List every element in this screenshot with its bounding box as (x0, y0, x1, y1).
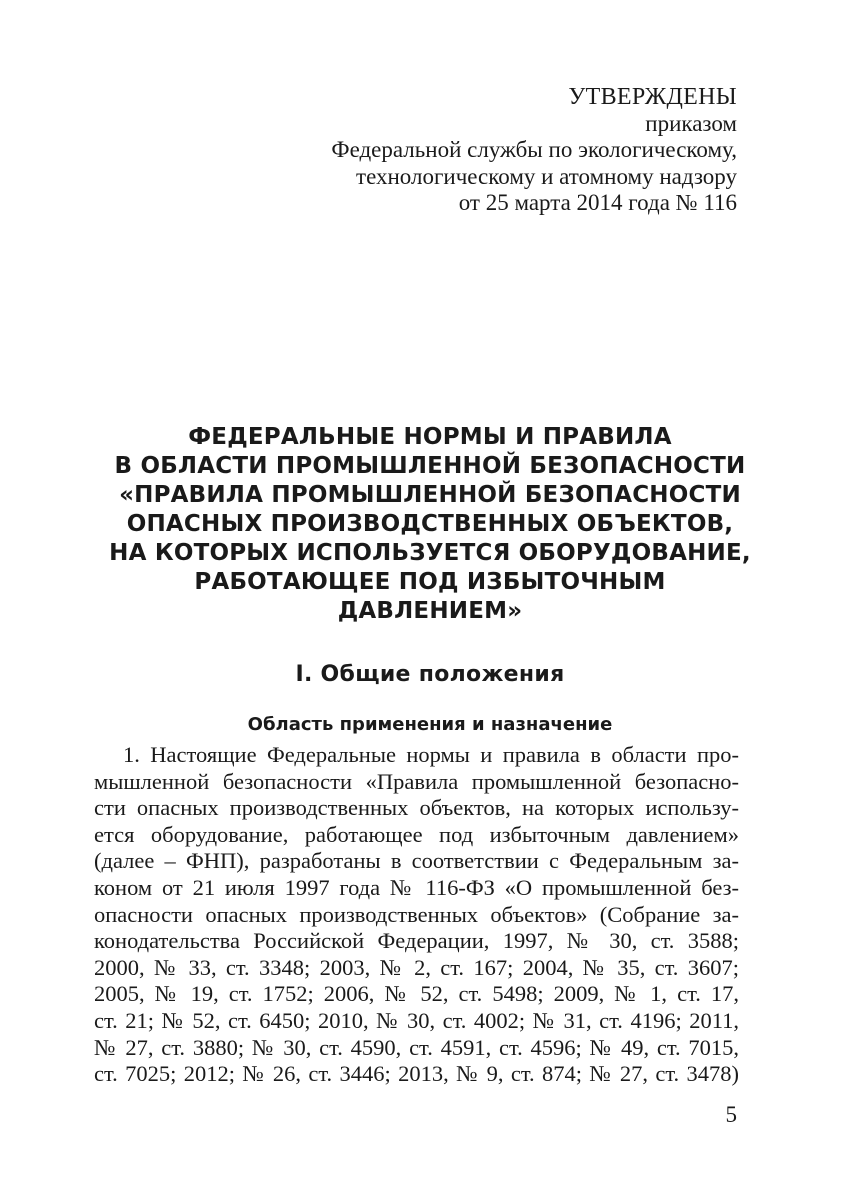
subsection-heading: Область применения и назначение (247, 714, 613, 735)
page-number: 5 (725, 1102, 737, 1127)
title-line: ФЕДЕРАЛЬНЫЕ НОРМЫ И ПРАВИЛА (188, 424, 672, 450)
section-heading: I. Общие положения (295, 662, 565, 687)
approval-heading: УТВЕРЖДЕНЫ (568, 84, 737, 110)
paragraph-line: сти опасных производственных объектов, на которых использу- (94, 795, 739, 821)
paragraph-line: (далее – ФНП), разработаны в соответствии с Федеральным за- (94, 848, 739, 874)
paragraph-line: 2005, № 19, ст. 1752; 2006, № 52, ст. 5498; 2009, № 1, ст. 17, (94, 981, 739, 1007)
approval-line: Федеральной службы по экологическому, (331, 137, 737, 163)
title-line: РАБОТАЮЩЕЕ ПОД ИЗБЫТОЧНЫМ (194, 569, 666, 595)
paragraph-line: ст. 21; № 52, ст. 6450; 2010, № 30, ст. 4002; № 31, ст. 4196; 2011, (94, 1007, 739, 1033)
approval-block (177, 84, 737, 217)
title-line: «ПРАВИЛА ПРОМЫШЛЕННОЙ БЕЗОПАСНОСТИ (119, 482, 741, 508)
title-line: ДАВЛЕНИЕМ» (337, 598, 523, 624)
title-line: ОПАСНЫХ ПРОИЗВОДСТВЕННЫХ ОБЪЕКТОВ, (126, 511, 734, 537)
approval-line: приказом (645, 110, 737, 136)
paragraph-1 (94, 742, 739, 1088)
approval-line: от 25 марта 2014 года № 116 (458, 190, 737, 216)
paragraph-line: 2000, № 33, ст. 3348; 2003, № 2, ст. 167; 2004, № 35, ст. 3607; (94, 954, 739, 980)
paragraph-line: ст. 7025; 2012; № 26, ст. 3446; 2013, № 9, ст. 874; № 27, ст. 3478) (94, 1061, 739, 1087)
paragraph-line: опасности опасных производственных объектов» (Собрание за- (94, 901, 739, 927)
paragraph-line: коном от 21 июля 1997 года № 116-ФЗ «О промышленной без- (94, 874, 739, 900)
title-line: НА КОТОРЫХ ИСПОЛЬЗУЕТСЯ ОБОРУДОВАНИЕ, (109, 540, 751, 566)
paragraph-line: конодательства Российской Федерации, 1997, № 30, ст. 3588; (94, 928, 739, 954)
document-title (60, 423, 800, 626)
title-line: В ОБЛАСТИ ПРОМЫШЛЕННОЙ БЕЗОПАСНОСТИ (114, 453, 746, 479)
paragraph-line: № 27, ст. 3880; № 30, ст. 4590, ст. 4591, ст. 4596; № 49, ст. 7015, (94, 1034, 739, 1060)
approval-line: технологическому и атомному надзору (356, 163, 737, 189)
paragraph-line: 1. Настоящие Федеральные нормы и правила в области про- (123, 742, 739, 767)
paragraph-line: ется оборудование, работающее под избыточным давлением» (94, 821, 739, 847)
paragraph-line: мышленной безопасности «Правила промышленной безопасно- (94, 768, 739, 794)
